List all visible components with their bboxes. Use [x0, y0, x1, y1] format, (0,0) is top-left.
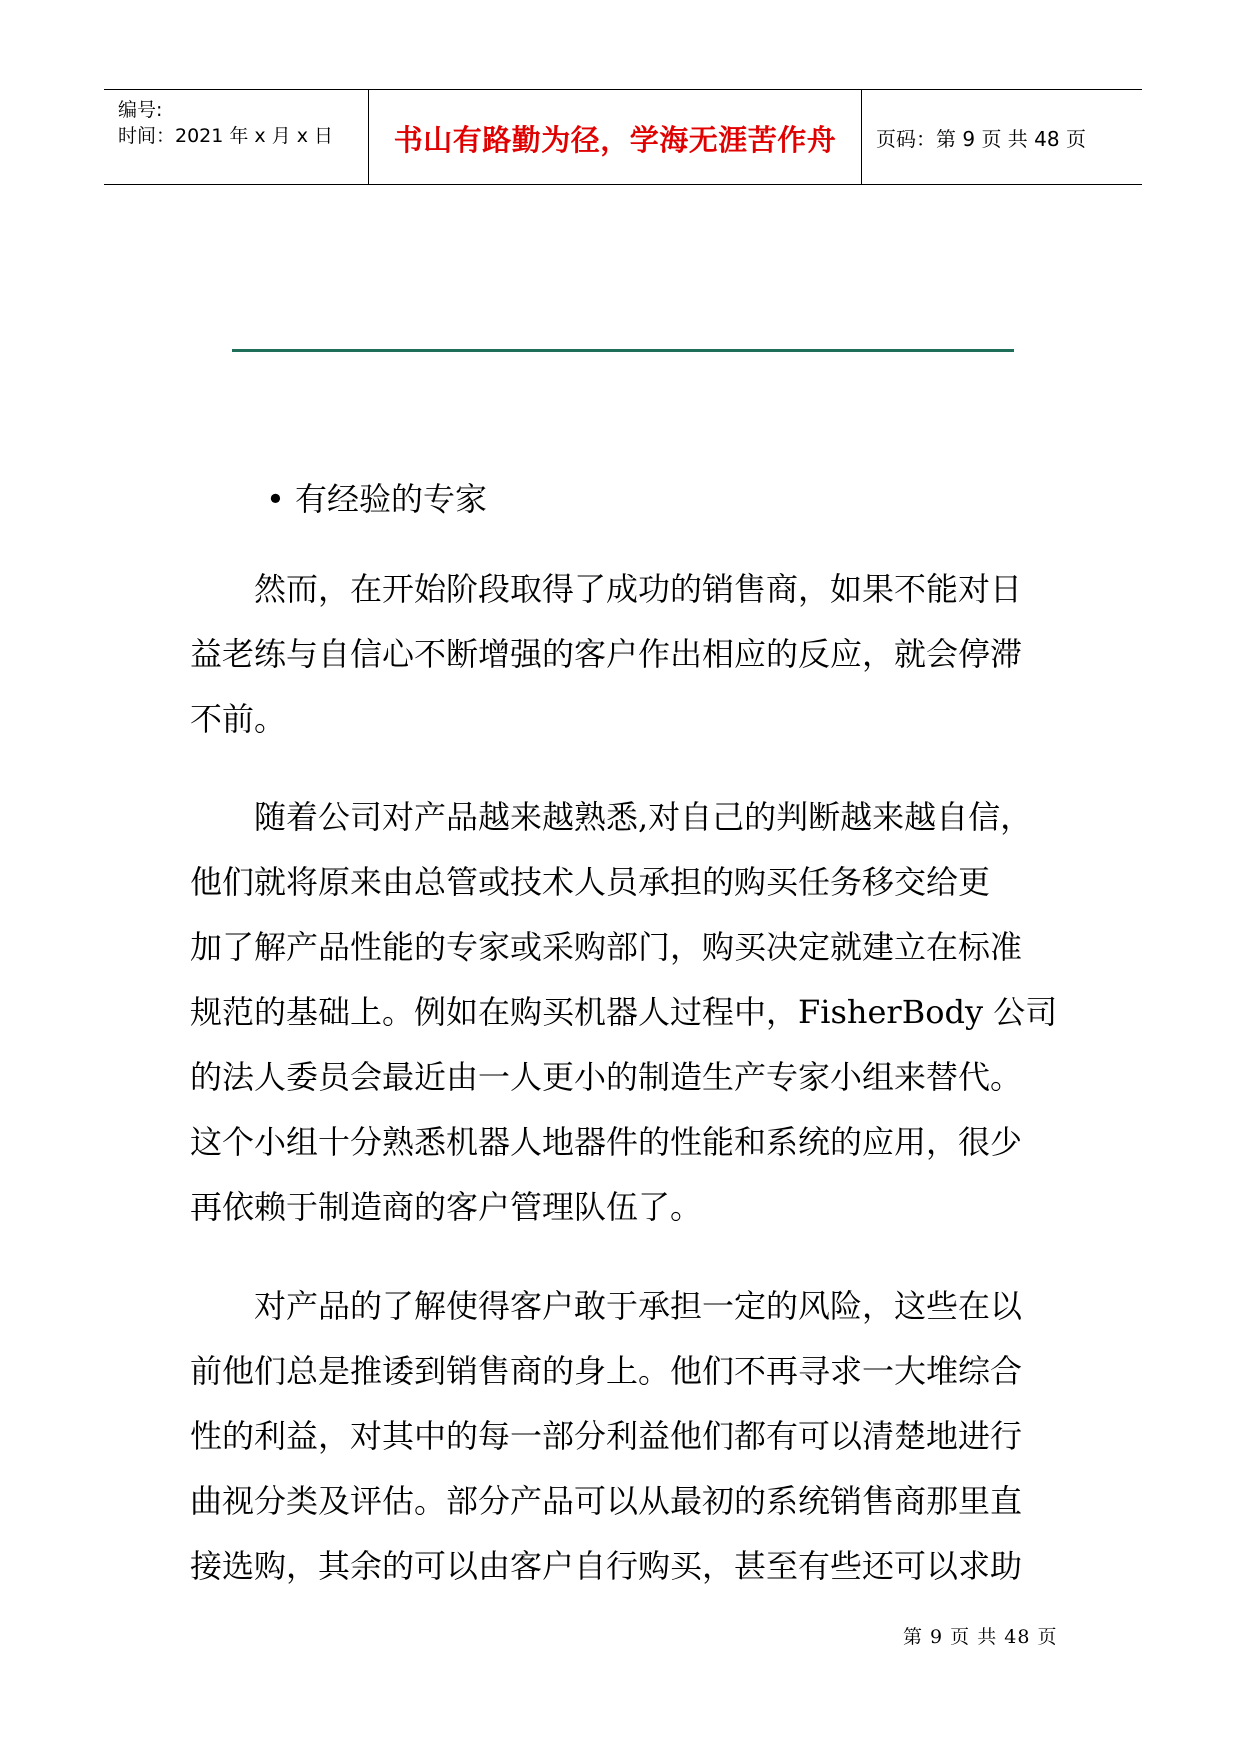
paragraph-line: 然而，在开始阶段取得了成功的销售商，如果不能对日	[254, 570, 1023, 608]
paragraph-line: 这个小组十分熟悉机器人地器件的性能和系统的应用，很少	[190, 1123, 1023, 1161]
bullet-heading: • 有经验的专家	[266, 480, 488, 518]
header-motto: 书山有路勤为径，学海无涯苦作舟	[393, 123, 837, 157]
paragraph-line: 规范的基础上。例如在购买机器人过程中，FisherBody 公司	[190, 993, 1058, 1031]
header-left-cell	[104, 90, 369, 184]
page-header	[104, 89, 1142, 185]
paragraph-line: 他们就将原来由总管或技术人员承担的购买任务移交给更	[190, 863, 991, 901]
header-right-cell	[862, 90, 1142, 184]
paragraph-line: 的法人委员会最近由一人更小的制造生产专家小组来替代。	[190, 1058, 1023, 1096]
header-middle-cell	[369, 90, 862, 184]
document-time-label: 时间：2021 年 x 月 x 日	[118, 125, 334, 147]
section-divider	[232, 349, 1014, 352]
paragraph-1	[190, 557, 1060, 752]
document-number-label: 编号:	[118, 99, 163, 121]
paragraph-line: 益老练与自信心不断增强的客户作出相应的反应，就会停滞	[190, 635, 1023, 673]
paragraph-line: 曲视分类及评估。部分产品可以从最初的系统销售商那里直	[190, 1482, 1023, 1520]
paragraph-line: 随着公司对产品越来越熟悉,对自己的判断越来越自信，	[254, 798, 1033, 836]
paragraph-line: 加了解产品性能的专家或采购部门，购买决定就建立在标准	[190, 928, 1023, 966]
paragraph-line: 对产品的了解使得客户敢于承担一定的风险，这些在以	[254, 1287, 1023, 1325]
paragraph-line: 前他们总是推诿到销售商的身上。他们不再寻求一大堆综合	[190, 1352, 1023, 1390]
paragraph-line: 不前。	[190, 700, 287, 738]
paragraph-2	[190, 785, 1060, 1240]
page-footer: 第 9 页 共 48 页	[903, 1626, 1058, 1648]
header-page-code: 页码：第 9 页 共 48 页	[876, 127, 1086, 151]
paragraph-line: 接选购，其余的可以由客户自行购买，甚至有些还可以求助	[190, 1547, 1023, 1585]
paragraph-line: 再依赖于制造商的客户管理队伍了。	[190, 1188, 703, 1226]
paragraph-3	[190, 1274, 1060, 1599]
paragraph-line: 性的利益，对其中的每一部分利益他们都有可以清楚地进行	[190, 1417, 1023, 1455]
